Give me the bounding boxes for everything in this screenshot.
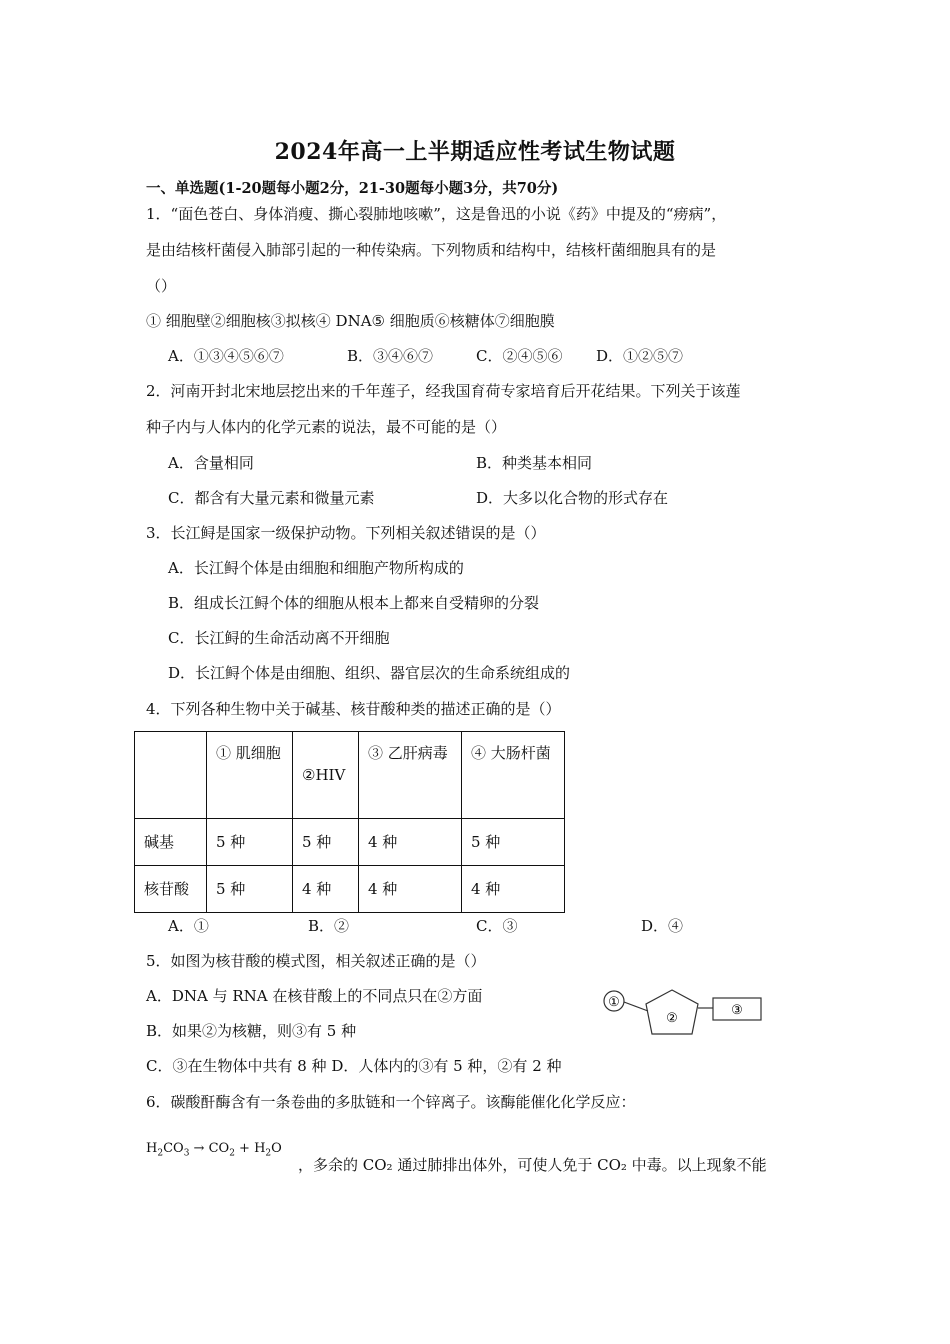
table-header-cell: ②HIV bbox=[293, 732, 359, 819]
q1-line1: 1．“面色苍白、身体消瘦、撕心裂肺地咳嗽”，这是鲁迅的小说《药》中提及的“痨病”， bbox=[146, 205, 727, 223]
diagram-label-1: ① bbox=[608, 995, 620, 1010]
q4-line1: 4．下列各种生物中关于碱基、核苷酸种类的描述正确的是（） bbox=[146, 700, 561, 718]
q1-line3: （） bbox=[146, 277, 177, 295]
table-cell: 碱基 bbox=[135, 819, 207, 866]
q4-option-b: B．② bbox=[308, 917, 350, 935]
table-cell: 核苷酸 bbox=[135, 866, 207, 913]
q4-option-c: C．③ bbox=[476, 917, 518, 935]
diagram-label-2: ② bbox=[666, 1011, 678, 1026]
q1-line4: ① 细胞壁②细胞核③拟核④ DNA⑤ 细胞质⑥核糖体⑦细胞膜 bbox=[146, 312, 555, 330]
q5-option-a: A．DNA 与 RNA 在核苷酸上的不同点只在②方面 bbox=[146, 987, 483, 1005]
q1-option-d: D．①②⑤⑦ bbox=[596, 347, 684, 365]
q3-option-d: D．长江鲟个体是由细胞、组织、器官层次的生命系统组成的 bbox=[168, 664, 571, 682]
q3-option-c: C．长江鲟的生命活动离不开细胞 bbox=[168, 629, 390, 647]
table-header-row bbox=[135, 732, 565, 819]
diagram-label-3: ③ bbox=[731, 1003, 743, 1018]
table-cell: 4 种 bbox=[462, 866, 565, 913]
q3-line1: 3．长江鲟是国家一级保护动物。下列相关叙述错误的是（） bbox=[146, 524, 546, 542]
reaction-formula: $H_2CO_3 \to CO_2 + H_2O$ bbox=[146, 1141, 282, 1159]
table-header-cell: ① 肌细胞 bbox=[207, 732, 293, 819]
q3-option-b: B．组成长江鲟个体的细胞从根本上都来自受精卵的分裂 bbox=[168, 594, 540, 612]
table-cell: 5 种 bbox=[462, 819, 565, 866]
table-cell: 4 种 bbox=[359, 866, 462, 913]
q2-line2: 种子内与人体内的化学元素的说法，最不可能的是（） bbox=[146, 418, 507, 436]
q2-option-a: A．含量相同 bbox=[168, 454, 254, 472]
q1-option-a: A．①③④⑤⑥⑦ bbox=[168, 347, 284, 365]
table-cell: 5 种 bbox=[293, 819, 359, 866]
q4-table bbox=[134, 731, 565, 913]
q1-line2: 是由结核杆菌侵入肺部引起的一种传染病。下列物质和结构中，结核杆菌细胞具有的是 bbox=[146, 241, 717, 259]
table-row bbox=[135, 819, 565, 866]
q5-option-cd: C．③在生物体中共有 8 种 D．人体内的③有 5 种，②有 2 种 bbox=[146, 1057, 562, 1075]
table-cell: 5 种 bbox=[207, 866, 293, 913]
q6-line1: 6．碳酸酐酶含有一条卷曲的多肽链和一个锌离子。该酶能催化化学反应： bbox=[146, 1093, 636, 1111]
q2-line1: 2．河南开封北宋地层挖出来的千年莲子，经我国育荷专家培育后开花结果。下列关于该莲 bbox=[146, 382, 741, 400]
phosphate-bond-line bbox=[624, 1002, 648, 1011]
table-header-cell: ④ 大肠杆菌 bbox=[462, 732, 565, 819]
q5-line1: 5．如图为核苷酸的模式图，相关叙述正确的是（） bbox=[146, 952, 486, 970]
table-cell: 4 种 bbox=[293, 866, 359, 913]
table-header-cell: ③ 乙肝病毒 bbox=[359, 732, 462, 819]
table-cell: 5 种 bbox=[207, 819, 293, 866]
table-header-cell bbox=[135, 732, 207, 819]
q4-option-d: D．④ bbox=[641, 917, 684, 935]
nucleotide-diagram bbox=[600, 984, 770, 1040]
q1-option-b: B．③④⑥⑦ bbox=[347, 347, 434, 365]
q2-option-c: C．都含有大量元素和微量元素 bbox=[168, 489, 375, 507]
q2-option-b: B．种类基本相同 bbox=[476, 454, 593, 472]
section-heading: 一、单选题(1-20题每小题2分，21-30题每小题3分，共70分) bbox=[146, 180, 559, 197]
table-row bbox=[135, 866, 565, 913]
q4-option-a: A．① bbox=[168, 917, 209, 935]
q5-option-b: B．如果②为核糖，则③有 5 种 bbox=[146, 1022, 357, 1040]
q3-option-a: A．长江鲟个体是由细胞和细胞产物所构成的 bbox=[168, 559, 464, 577]
q6-line2: ，多余的 CO₂ 通过肺排出体外，可使人免于 CO₂ 中毒。以上现象不能 bbox=[298, 1156, 767, 1174]
q1-option-c: C．②④⑤⑥ bbox=[476, 347, 563, 365]
q2-option-d: D．大多以化合物的形式存在 bbox=[476, 489, 669, 507]
page-title: 2024年高一上半期适应性考试生物试题 bbox=[274, 139, 676, 165]
table-cell: 4 种 bbox=[359, 819, 462, 866]
